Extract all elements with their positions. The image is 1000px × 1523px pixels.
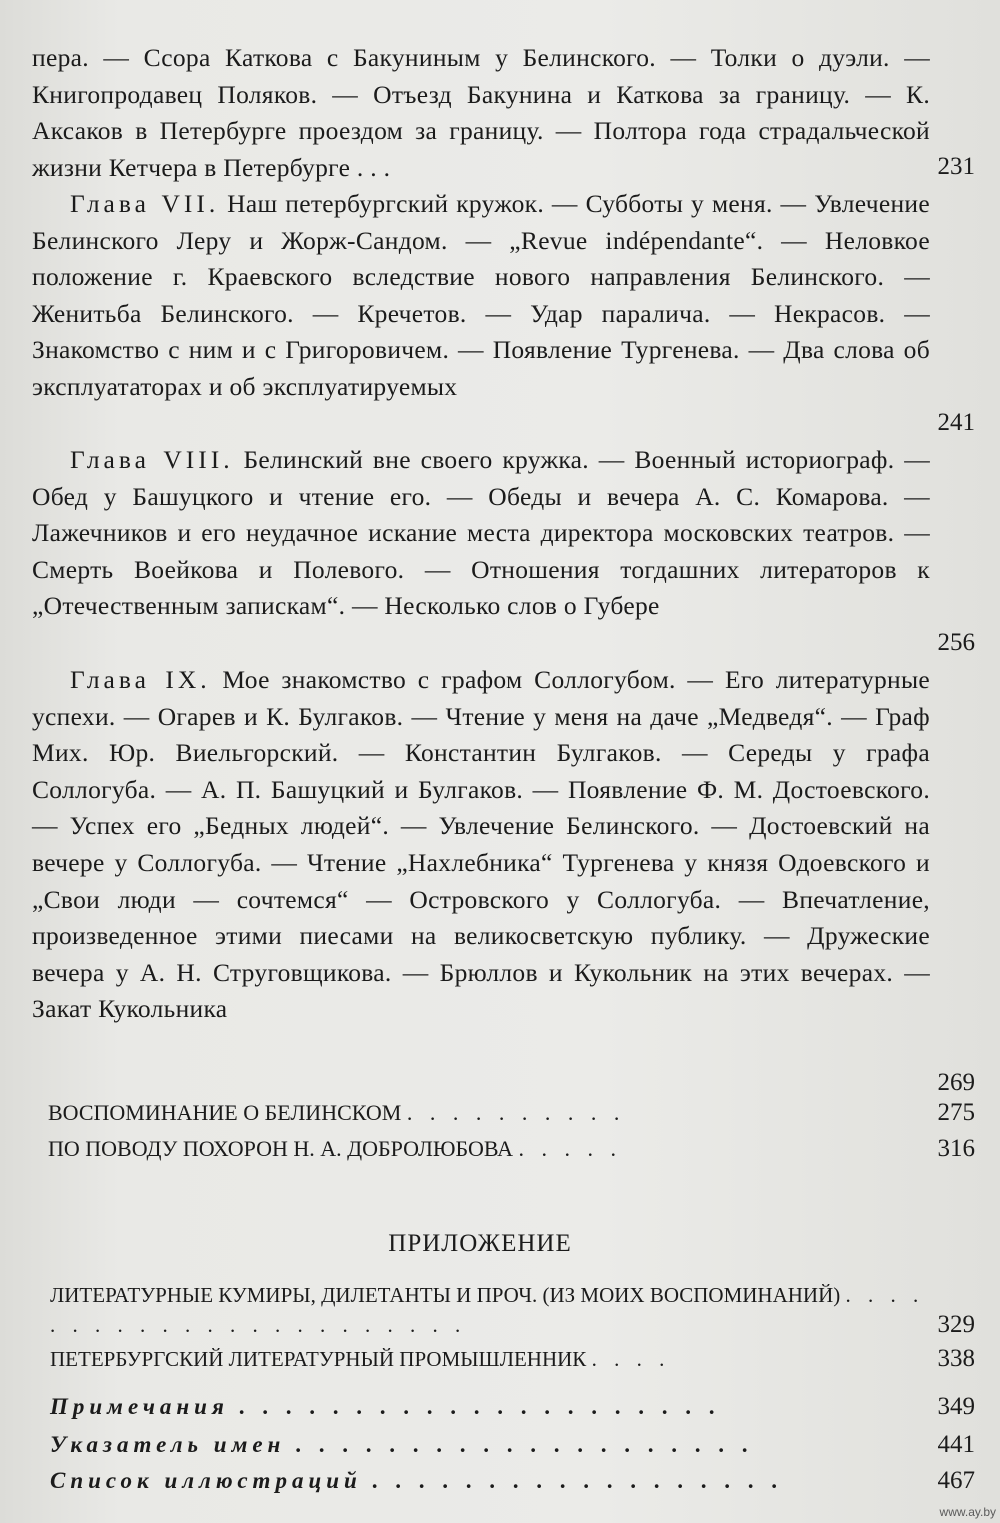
misc-entry-index: Указатель имен . . . . . . . . . . . . . . . . . . . . 441 [50, 1431, 975, 1458]
appendix-heading: ПРИЛОЖЕНИЕ [388, 1230, 572, 1257]
toc-title: Список иллюстраций [50, 1468, 362, 1493]
page-number: 467 [937, 1467, 975, 1494]
toc-entry-chapter-7 [32, 186, 975, 442]
entry-text: Белинский вне своего кружка. — Военный историограф. — Обед у Башуцкого и чтение его. — Обеды и вечера А. С. Комарова. — Лажечников и его неудачное искание места директора московских театров. — Смерть Воейкова и Полевого. — Отношения тогдашних литераторов к „Отечественным запискам“. — Несколько слов о Губере [32, 445, 930, 621]
page-number: 241 [937, 409, 975, 437]
toc-title: ПО ПОВОДУ ПОХОРОН Н. А. ДОБРОЛЮБОВА [48, 1136, 514, 1161]
page-number: 269 [937, 1069, 975, 1097]
toc-title: ПЕТЕРБУРГСКИЙ ЛИТЕРАТУРНЫЙ ПРОМЫШЛЕННИК [50, 1347, 587, 1371]
appendix-entry-idols: ЛИТЕРАТУРНЫЕ КУМИРЫ, ДИЛЕТАНТЫ И ПРОЧ. (ИЗ МОИХ ВОСПОМИНАНИЙ) . . . . . . . . . . . . . . . . . . . . . . . 329 [50, 1283, 975, 1338]
page-number: 316 [937, 1135, 975, 1162]
watermark: www.ay.by [939, 1505, 996, 1519]
appendix-entry-industrialist: ПЕТЕРБУРГСКИЙ ЛИТЕРАТУРНЫЙ ПРОМЫШЛЕННИК . . . . 338 [50, 1345, 975, 1372]
misc-entry-illustrations: Список иллюстраций . . . . . . . . . . . . . . . . . . 467 [50, 1467, 975, 1494]
page-number: 441 [937, 1431, 975, 1458]
chapter-label: Глава VII. [70, 189, 220, 218]
entry-text: Мое знакомство с графом Соллогубом. — Его литературные успехи. — Огарев и К. Булгаков. — Чтение у меня на даче „Медведя“. — Граф Мих. Юр. Виельгорский. — Константин Булгаков. — Середы у графа Соллогуба. — А. П. Башуцкий и Булгаков. — Появление Ф. М. Достоевского. — Успех его „Бедных людей“. — Увлечение Белинского. — Достоевский на вечере у Соллогуба. — Чтение „Нахлебника“ Тургенева у князя Одоевского и „Свои люди — сочтемся“ — Островского у Соллогуба. — Впечатление, произведенное этими пиесами на великосветскую публику. — Дружеские вечера у А. Н. Струговщикова. — Брюллов и Кукольник на этих вечерах. — Закат Кукольника [32, 665, 930, 1024]
entry-text: Наш петербургский кружок. — Субботы у меня. — Увлечение Белинского Леру и Жорж-Сандом. — „Revue indépendante“. — Неловкое положение г. Краевского вследствие нового направления Белинского. — Женитьба Белинского. — Кречетов. — Удар паралича. — Некрасов. — Знакомство с ним и с Григоровичем. — Появление Тургенева. — Два слова об эксплуататорах и об эксплуатируемых [32, 189, 930, 401]
chapter-label: Глава IX. [70, 665, 211, 694]
entry-text: пера. — Ссора Каткова с Бакуниным у Белинского. — Толки о дуэли. — Книгопродавец Поляков. — Отъезд Бакунина и Каткова за границу. — К. Аксаков в Петербурге проездом за границу. — Полтора года страдальческой жизни Кетчера в Петербурге . . . [32, 43, 930, 182]
toc-entry-continuation [32, 40, 975, 186]
toc-title: Примечания [50, 1394, 229, 1419]
contents-body [32, 40, 975, 1102]
page-number: 349 [937, 1393, 975, 1420]
page-number: 275 [937, 1099, 975, 1126]
page-number: 231 [937, 153, 975, 181]
toc-line-dobrolyubov: ПО ПОВОДУ ПОХОРОН Н. А. ДОБРОЛЮБОВА . . . . . 316 [48, 1135, 975, 1162]
toc-entry-chapter-9 [32, 662, 975, 1102]
toc-line-belinsky: ВОСПОМИНАНИЕ О БЕЛИНСКОМ . . . . . . . . . . 275 [48, 1099, 975, 1126]
toc-title: Указатель имен [50, 1432, 286, 1457]
toc-title: ВОСПОМИНАНИЕ О БЕЛИНСКОМ [48, 1100, 402, 1125]
page-number: 329 [937, 1311, 975, 1338]
toc-entry-chapter-8 [32, 442, 975, 662]
misc-entry-notes: Примечания . . . . . . . . . . . . . . . . . . . . . 349 [50, 1393, 975, 1420]
page-number: 338 [937, 1345, 975, 1372]
page-number: 256 [937, 629, 975, 657]
chapter-label: Глава VIII. [70, 445, 234, 474]
toc-title: ЛИТЕРАТУРНЫЕ КУМИРЫ, ДИЛЕТАНТЫ И ПРОЧ. (ИЗ МОИХ ВОСПОМИНАНИЙ) [50, 1283, 841, 1307]
